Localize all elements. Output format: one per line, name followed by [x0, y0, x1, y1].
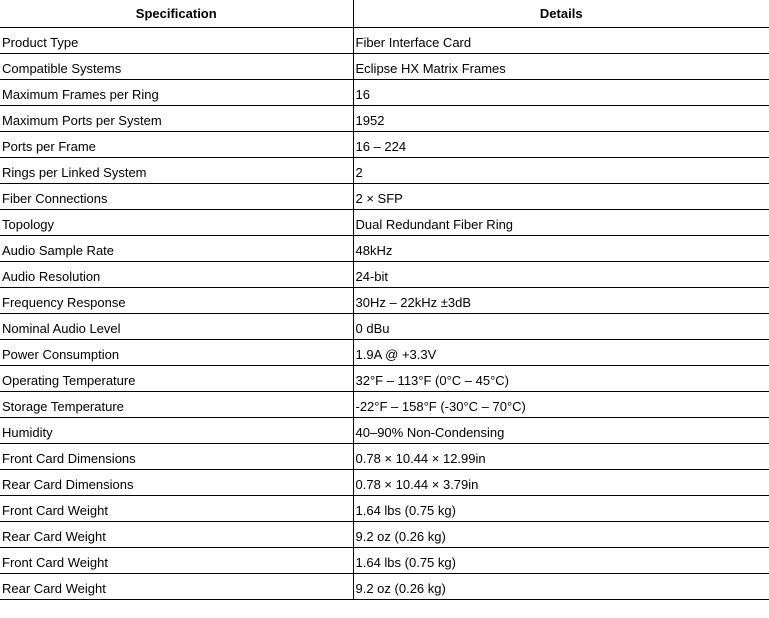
table-row [0, 495, 769, 521]
spec-name-cell: Maximum Frames per Ring [0, 79, 353, 105]
spec-name-cell: Humidity [0, 417, 353, 443]
spec-value-cell: 1952 [353, 105, 769, 131]
table-row [0, 443, 769, 469]
spec-value-cell: Fiber Interface Card [353, 27, 769, 53]
table-row [0, 157, 769, 183]
spec-name-cell: Front Card Weight [0, 547, 353, 573]
spec-value-cell: 32°F – 113°F (0°C – 45°C) [353, 365, 769, 391]
spec-name-cell: Rear Card Dimensions [0, 469, 353, 495]
spec-value-cell: Eclipse HX Matrix Frames [353, 53, 769, 79]
spec-table-header [0, 0, 769, 27]
table-row [0, 469, 769, 495]
spec-value-cell: 2 × SFP [353, 183, 769, 209]
spec-name-cell: Front Card Dimensions [0, 443, 353, 469]
spec-name-cell: Maximum Ports per System [0, 105, 353, 131]
spec-name-cell: Fiber Connections [0, 183, 353, 209]
table-row [0, 261, 769, 287]
spec-value-cell: 0 dBu [353, 313, 769, 339]
spec-value-cell: 1.9A @ +3.3V [353, 339, 769, 365]
spec-value-cell: 9.2 oz (0.26 kg) [353, 521, 769, 547]
table-row [0, 573, 769, 599]
spec-name-cell: Operating Temperature [0, 365, 353, 391]
table-row [0, 287, 769, 313]
table-row [0, 79, 769, 105]
table-row [0, 339, 769, 365]
spec-name-cell: Frequency Response [0, 287, 353, 313]
header-details: Details [353, 0, 769, 27]
table-row [0, 53, 769, 79]
spec-name-cell: Audio Sample Rate [0, 235, 353, 261]
spec-name-cell: Rings per Linked System [0, 157, 353, 183]
spec-value-cell: 16 – 224 [353, 131, 769, 157]
spec-name-cell: Nominal Audio Level [0, 313, 353, 339]
table-row [0, 521, 769, 547]
table-row [0, 235, 769, 261]
table-row [0, 547, 769, 573]
spec-value-cell: 48kHz [353, 235, 769, 261]
spec-name-cell: Audio Resolution [0, 261, 353, 287]
spec-value-cell: -22°F – 158°F (-30°C – 70°C) [353, 391, 769, 417]
spec-value-cell: 24-bit [353, 261, 769, 287]
table-row [0, 183, 769, 209]
table-row [0, 27, 769, 53]
table-row [0, 105, 769, 131]
table-row [0, 365, 769, 391]
spec-value-cell: 16 [353, 79, 769, 105]
spec-name-cell: Front Card Weight [0, 495, 353, 521]
spec-name-cell: Product Type [0, 27, 353, 53]
spec-value-cell: 0.78 × 10.44 × 3.79in [353, 469, 769, 495]
spec-name-cell: Ports per Frame [0, 131, 353, 157]
spec-value-cell: 1.64 lbs (0.75 kg) [353, 495, 769, 521]
spec-table-body [0, 27, 769, 599]
table-row [0, 131, 769, 157]
spec-name-cell: Rear Card Weight [0, 521, 353, 547]
table-row [0, 209, 769, 235]
spec-value-cell: 0.78 × 10.44 × 12.99in [353, 443, 769, 469]
spec-value-cell: 30Hz – 22kHz ±3dB [353, 287, 769, 313]
table-row [0, 391, 769, 417]
spec-name-cell: Power Consumption [0, 339, 353, 365]
table-row [0, 417, 769, 443]
spec-value-cell: 9.2 oz (0.26 kg) [353, 573, 769, 599]
spec-name-cell: Storage Temperature [0, 391, 353, 417]
spec-value-cell: 40–90% Non-Condensing [353, 417, 769, 443]
header-specification: Specification [0, 0, 353, 27]
table-row [0, 313, 769, 339]
spec-value-cell: Dual Redundant Fiber Ring [353, 209, 769, 235]
header-row [0, 0, 769, 27]
spec-name-cell: Rear Card Weight [0, 573, 353, 599]
spec-name-cell: Topology [0, 209, 353, 235]
spec-value-cell: 2 [353, 157, 769, 183]
spec-value-cell: 1.64 lbs (0.75 kg) [353, 547, 769, 573]
spec-name-cell: Compatible Systems [0, 53, 353, 79]
